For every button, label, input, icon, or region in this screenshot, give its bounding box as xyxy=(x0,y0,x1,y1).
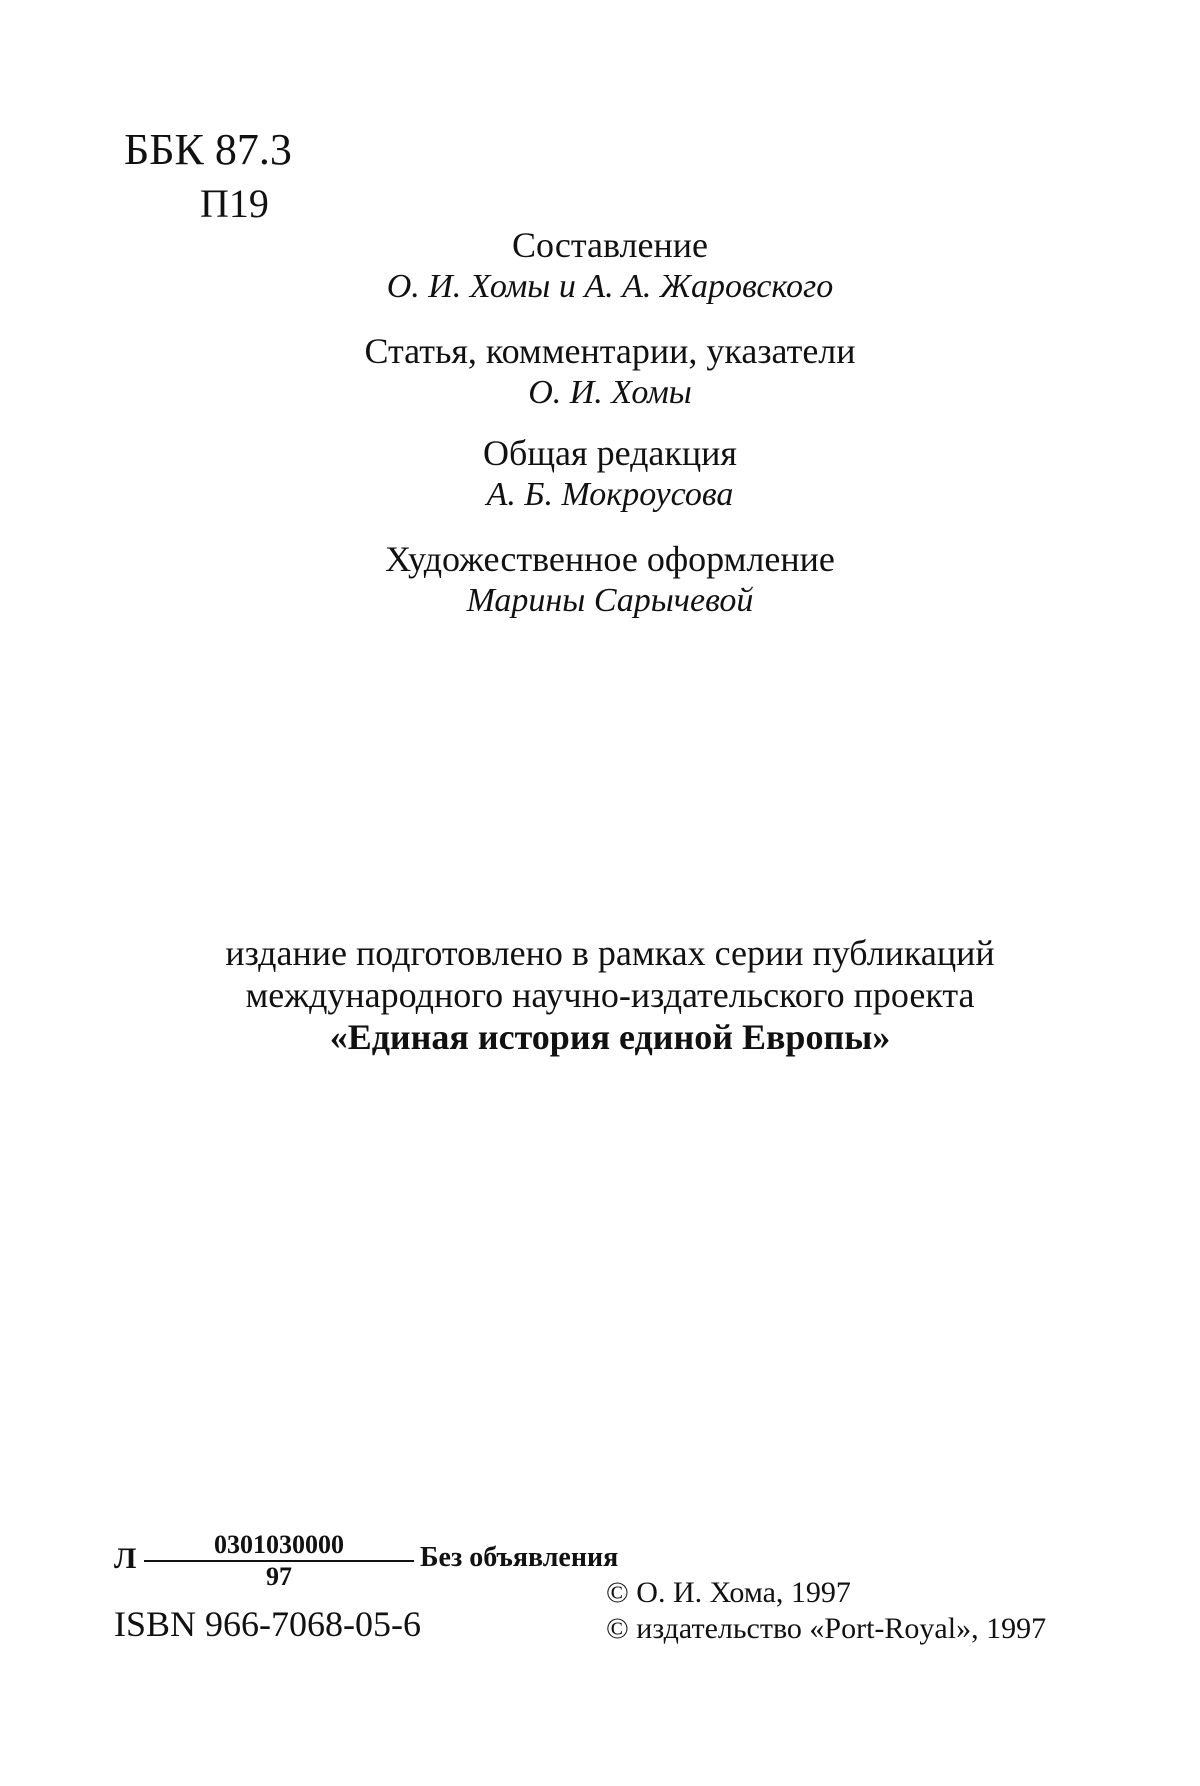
credit-compilation xyxy=(290,224,930,308)
isbn: ISBN 966-7068-05-6 xyxy=(114,1604,421,1644)
series-line: издание подготовлено в рамках серии публикаций xyxy=(225,933,995,973)
copyright-author: © О. И. Хома, 1997 xyxy=(606,1576,851,1609)
credit-person: О. И. Хомы xyxy=(528,374,692,411)
credit-role: Художественное оформление xyxy=(385,539,835,579)
publication-code xyxy=(114,1530,619,1594)
code-fraction xyxy=(144,1530,414,1592)
credit-person: Марины Сарычевой xyxy=(466,582,754,619)
series-title: «Единая история единой Европы» xyxy=(329,1017,891,1057)
code-denominator: 97 xyxy=(266,1562,292,1591)
credit-role: Общая редакция xyxy=(483,433,737,473)
credit-general-editing xyxy=(290,432,930,516)
code-letter: Л xyxy=(114,1542,137,1575)
series-note xyxy=(150,932,1070,1058)
credit-art-design xyxy=(290,538,930,622)
code-numerator: 0301030000 xyxy=(144,1530,414,1562)
credit-person: А. Б. Мокроусова xyxy=(486,476,734,513)
credit-article-comments xyxy=(290,330,930,414)
no-ads-note: Без объявления xyxy=(420,1542,619,1573)
credit-role: Статья, комментарии, указатели xyxy=(364,331,856,371)
series-line: международного научно-издательского проекта xyxy=(245,975,975,1015)
bbk-code: ББК 87.3 xyxy=(124,125,292,174)
credit-role: Составление xyxy=(511,225,708,265)
copyright-publisher: © издательство «Port-Royal», 1997 xyxy=(606,1612,1047,1645)
credit-person: О. И. Хомы и А. А. Жаровского xyxy=(386,268,834,305)
bbk-author-index: П19 xyxy=(200,181,269,226)
